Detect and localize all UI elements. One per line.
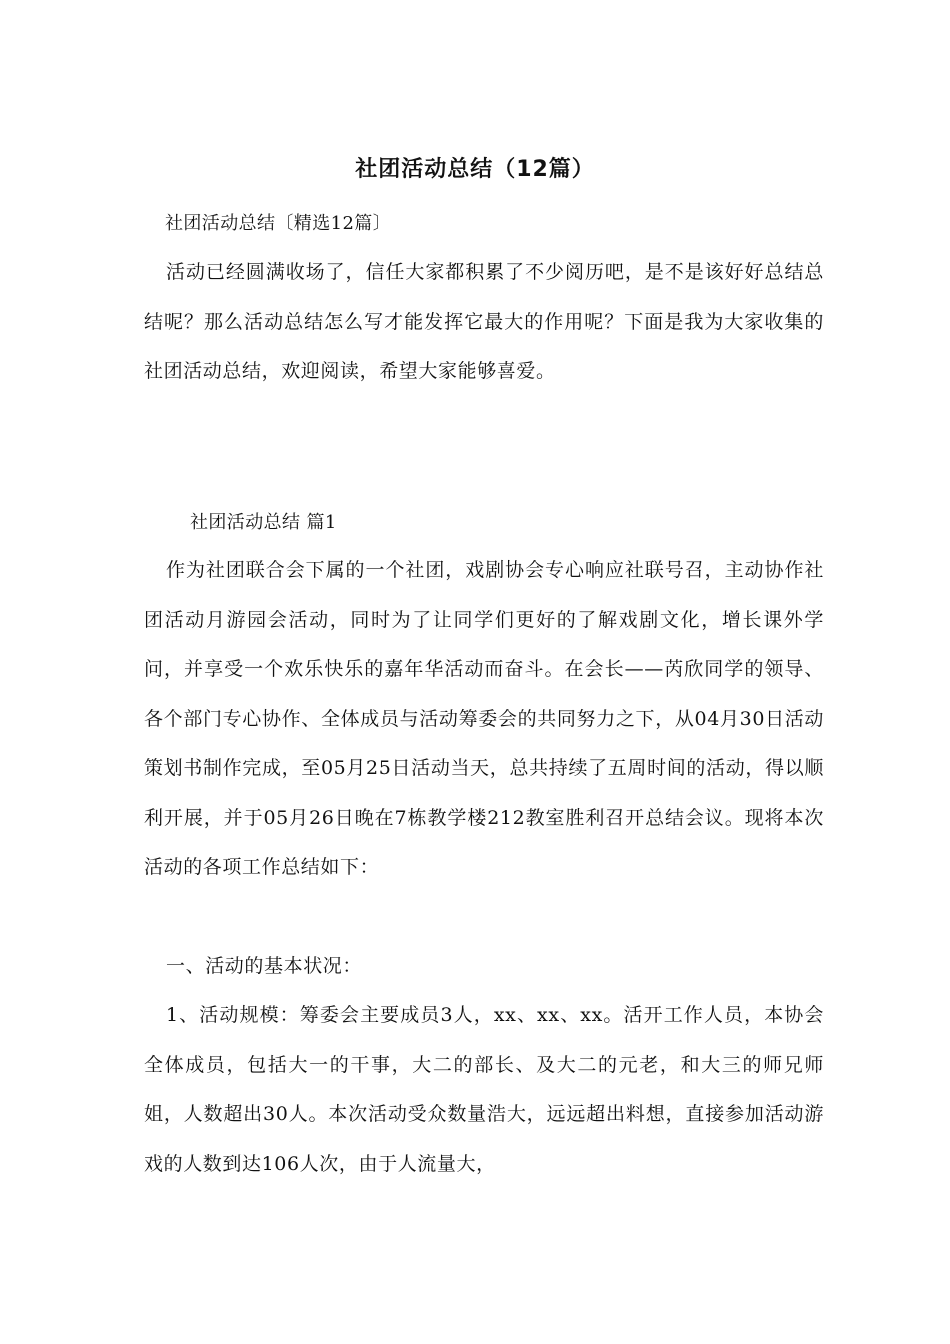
document-subtitle: 社团活动总结〔精选12篇〕 xyxy=(165,213,392,234)
document-title: 社团活动总结（12篇） xyxy=(355,157,595,182)
section-body-paragraph: 作为社团联合会下属的一个社团，戏剧协会专心响应社联号召，主动协作社团活动月游园会活动，同时为了让同学们更好的了解戏剧文化，增长课外学问，并享受一个欢乐快乐的嘉年华活动而奋斗。在会长——芮欣同学的领导、各个部门专心协作、全体成员与活动筹委会的共同努力之下，从04月30日活动策划书制作完成，至05月25日活动当天，总共持续了五周时间的活动，得以顺利开展，并于05月26日晚在7栋教学楼212教室胜利召开总结会议。现将本次活动的各项工作总结如下： xyxy=(144,559,824,878)
intro-paragraph: 活动已经圆满收场了，信任大家都积累了不少阅历吧，是不是该好好总结总结呢？那么活动总结怎么写才能发挥它最大的作用呢？下面是我为大家收集的社团活动总结，欢迎阅读，希望大家能够喜爱。 xyxy=(144,261,824,382)
list-item-1: 1、活动规模：筹委会主要成员3人，xx、xx、xx。活开工作人员，本协会全体成员，包括大一的干事，大二的部长、及大二的元老，和大三的师兄师姐，人数超出30人。本次活动受众数量浩大，远远超出料想，直接参加活动游戏的人数到达106人次，由于人流量大， xyxy=(144,1004,824,1175)
list-heading: 一、活动的基本状况： xyxy=(166,955,363,977)
section-heading: 社团活动总结 篇1 xyxy=(190,512,337,533)
